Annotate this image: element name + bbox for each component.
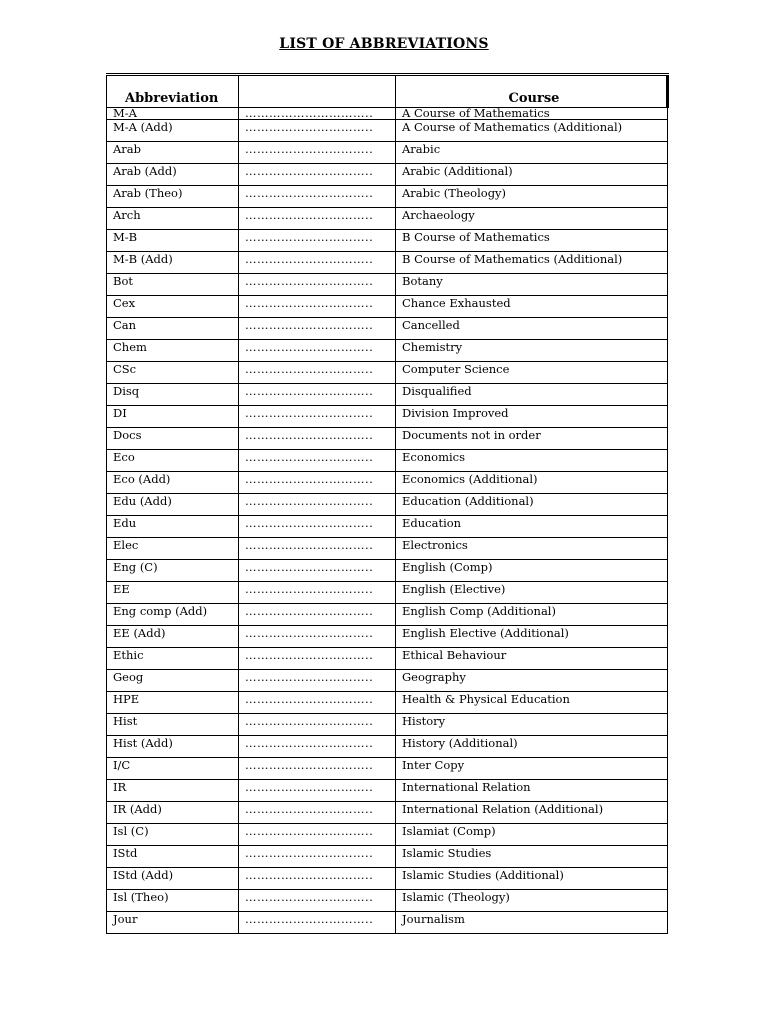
header-abbreviation: Abbreviation — [107, 75, 239, 108]
course-cell: Journalism — [396, 912, 668, 934]
course-cell: Disqualified — [396, 384, 668, 406]
dot-leader-cell: ………………………….. — [239, 538, 396, 560]
table-row — [107, 186, 668, 208]
abbreviation-cell: I/C — [107, 758, 239, 780]
course-cell: English (Comp) — [396, 560, 668, 582]
abbreviation-cell: Isl (C) — [107, 824, 239, 846]
table-row — [107, 714, 668, 736]
abbreviation-cell: Hist — [107, 714, 239, 736]
abbreviation-cell: Can — [107, 318, 239, 340]
table-row — [107, 780, 668, 802]
abbreviations-table — [106, 73, 669, 934]
dot-leader-cell: ………………………….. — [239, 428, 396, 450]
table-row — [107, 802, 668, 824]
abbreviation-cell: Cex — [107, 296, 239, 318]
dot-leader-cell: ………………………….. — [239, 472, 396, 494]
table-row — [107, 736, 668, 758]
abbreviation-cell: IStd (Add) — [107, 868, 239, 890]
course-cell: Division Improved — [396, 406, 668, 428]
table-row — [107, 318, 668, 340]
course-cell: A Course of Mathematics (Additional) — [396, 120, 668, 142]
table-row — [107, 692, 668, 714]
abbreviation-cell: DI — [107, 406, 239, 428]
header-leader-column — [239, 75, 396, 108]
course-cell: Geography — [396, 670, 668, 692]
course-cell: B Course of Mathematics — [396, 230, 668, 252]
course-cell: Inter Copy — [396, 758, 668, 780]
table-row — [107, 846, 668, 868]
table-row — [107, 516, 668, 538]
dot-leader-cell: ………………………….. — [239, 318, 396, 340]
dot-leader-cell: ………………………….. — [239, 824, 396, 846]
table-row — [107, 120, 668, 142]
dot-leader-cell: ………………………….. — [239, 604, 396, 626]
dot-leader-cell: ………………………….. — [239, 384, 396, 406]
abbreviation-cell: Arab (Add) — [107, 164, 239, 186]
dot-leader-cell: ………………………….. — [239, 890, 396, 912]
abbreviation-cell: Eco — [107, 450, 239, 472]
table-header-row — [107, 75, 668, 108]
table-row — [107, 758, 668, 780]
dot-leader-cell: ………………………….. — [239, 274, 396, 296]
course-cell: B Course of Mathematics (Additional) — [396, 252, 668, 274]
abbreviation-cell: Eng (C) — [107, 560, 239, 582]
abbreviation-cell: CSc — [107, 362, 239, 384]
dot-leader-cell: ………………………….. — [239, 142, 396, 164]
abbreviation-cell: Arab — [107, 142, 239, 164]
course-cell: Botany — [396, 274, 668, 296]
abbreviation-cell: M-A — [107, 108, 239, 120]
dot-leader-cell: ………………………….. — [239, 714, 396, 736]
table-row — [107, 472, 668, 494]
table-row — [107, 450, 668, 472]
course-cell: Computer Science — [396, 362, 668, 384]
course-cell: Islamic (Theology) — [396, 890, 668, 912]
course-cell: Economics — [396, 450, 668, 472]
table-body — [107, 108, 668, 934]
dot-leader-cell: ………………………….. — [239, 560, 396, 582]
abbreviation-cell: Elec — [107, 538, 239, 560]
table-row — [107, 142, 668, 164]
abbreviation-cell: Bot — [107, 274, 239, 296]
abbreviation-cell: Edu — [107, 516, 239, 538]
table-row — [107, 912, 668, 934]
dot-leader-cell: ………………………….. — [239, 516, 396, 538]
table-row — [107, 406, 668, 428]
table-row — [107, 428, 668, 450]
dot-leader-cell: ………………………….. — [239, 582, 396, 604]
abbreviation-cell: Geog — [107, 670, 239, 692]
table-row — [107, 560, 668, 582]
course-cell: International Relation — [396, 780, 668, 802]
dot-leader-cell: ………………………….. — [239, 230, 396, 252]
dot-leader-cell: ………………………….. — [239, 736, 396, 758]
abbreviation-cell: EE (Add) — [107, 626, 239, 648]
course-cell: Islamiat (Comp) — [396, 824, 668, 846]
table-row — [107, 296, 668, 318]
abbreviation-cell: Chem — [107, 340, 239, 362]
abbreviation-cell: Docs — [107, 428, 239, 450]
abbreviation-cell: Eng comp (Add) — [107, 604, 239, 626]
dot-leader-cell: ………………………….. — [239, 780, 396, 802]
document-title: LIST OF ABBREVIATIONS — [279, 36, 489, 52]
course-cell: Islamic Studies — [396, 846, 668, 868]
abbreviation-cell: M-A (Add) — [107, 120, 239, 142]
dot-leader-cell: ………………………….. — [239, 626, 396, 648]
abbreviation-cell: IR — [107, 780, 239, 802]
abbreviation-cell: M-B (Add) — [107, 252, 239, 274]
table-row — [107, 648, 668, 670]
dot-leader-cell: ………………………….. — [239, 802, 396, 824]
course-cell: Arabic (Theology) — [396, 186, 668, 208]
course-cell: English Comp (Additional) — [396, 604, 668, 626]
abbreviation-cell: IR (Add) — [107, 802, 239, 824]
dot-leader-cell: ………………………….. — [239, 758, 396, 780]
course-cell: English Elective (Additional) — [396, 626, 668, 648]
course-cell: Arabic (Additional) — [396, 164, 668, 186]
course-cell: Ethical Behaviour — [396, 648, 668, 670]
table-row — [107, 582, 668, 604]
course-cell: History (Additional) — [396, 736, 668, 758]
course-cell: Cancelled — [396, 318, 668, 340]
abbreviation-cell: Arab (Theo) — [107, 186, 239, 208]
abbreviation-cell: HPE — [107, 692, 239, 714]
course-cell: Health & Physical Education — [396, 692, 668, 714]
dot-leader-cell: ………………………….. — [239, 164, 396, 186]
abbreviation-cell: Eco (Add) — [107, 472, 239, 494]
table-row — [107, 384, 668, 406]
course-cell: Arabic — [396, 142, 668, 164]
abbreviation-cell: Edu (Add) — [107, 494, 239, 516]
dot-leader-cell: ………………………….. — [239, 406, 396, 428]
dot-leader-cell: ………………………….. — [239, 340, 396, 362]
abbreviation-cell: Jour — [107, 912, 239, 934]
course-cell: Documents not in order — [396, 428, 668, 450]
table-row — [107, 538, 668, 560]
course-cell: Chemistry — [396, 340, 668, 362]
abbreviation-cell: Ethic — [107, 648, 239, 670]
dot-leader-cell: ………………………….. — [239, 450, 396, 472]
abbreviation-cell: Isl (Theo) — [107, 890, 239, 912]
table-row — [107, 230, 668, 252]
course-cell: English (Elective) — [396, 582, 668, 604]
abbreviation-cell: EE — [107, 582, 239, 604]
table-row — [107, 362, 668, 384]
table-row — [107, 340, 668, 362]
table-row — [107, 626, 668, 648]
dot-leader-cell: ………………………….. — [239, 912, 396, 934]
dot-leader-cell: ………………………….. — [239, 670, 396, 692]
table-row — [107, 670, 668, 692]
course-cell: International Relation (Additional) — [396, 802, 668, 824]
dot-leader-cell: ………………………….. — [239, 494, 396, 516]
abbreviation-cell: IStd — [107, 846, 239, 868]
dot-leader-cell: ………………………….. — [239, 120, 396, 142]
table-row — [107, 604, 668, 626]
table-row — [107, 252, 668, 274]
dot-leader-cell: ………………………….. — [239, 296, 396, 318]
abbreviation-cell: Arch — [107, 208, 239, 230]
dot-leader-cell: ………………………….. — [239, 692, 396, 714]
table-row — [107, 208, 668, 230]
dot-leader-cell: ………………………….. — [239, 186, 396, 208]
course-cell: Islamic Studies (Additional) — [396, 868, 668, 890]
table-row — [107, 868, 668, 890]
table-row — [107, 824, 668, 846]
course-cell: A Course of Mathematics — [396, 108, 668, 120]
course-cell: Education — [396, 516, 668, 538]
abbreviation-cell: Hist (Add) — [107, 736, 239, 758]
table-row — [107, 108, 668, 120]
course-cell: Economics (Additional) — [396, 472, 668, 494]
abbreviation-cell: Disq — [107, 384, 239, 406]
course-cell: Electronics — [396, 538, 668, 560]
abbreviations-table-container — [106, 73, 667, 934]
course-cell: Education (Additional) — [396, 494, 668, 516]
table-row — [107, 164, 668, 186]
table-row — [107, 494, 668, 516]
dot-leader-cell: ………………………….. — [239, 648, 396, 670]
table-row — [107, 890, 668, 912]
dot-leader-cell: ………………………….. — [239, 362, 396, 384]
course-cell: Archaeology — [396, 208, 668, 230]
header-course: Course — [396, 75, 668, 108]
dot-leader-cell: ………………………….. — [239, 846, 396, 868]
abbreviation-cell: M-B — [107, 230, 239, 252]
dot-leader-cell: ………………………….. — [239, 208, 396, 230]
dot-leader-cell: ………………………….. — [239, 252, 396, 274]
dot-leader-cell: ………………………….. — [239, 108, 396, 120]
table-row — [107, 274, 668, 296]
course-cell: Chance Exhausted — [396, 296, 668, 318]
dot-leader-cell: ………………………….. — [239, 868, 396, 890]
course-cell: History — [396, 714, 668, 736]
